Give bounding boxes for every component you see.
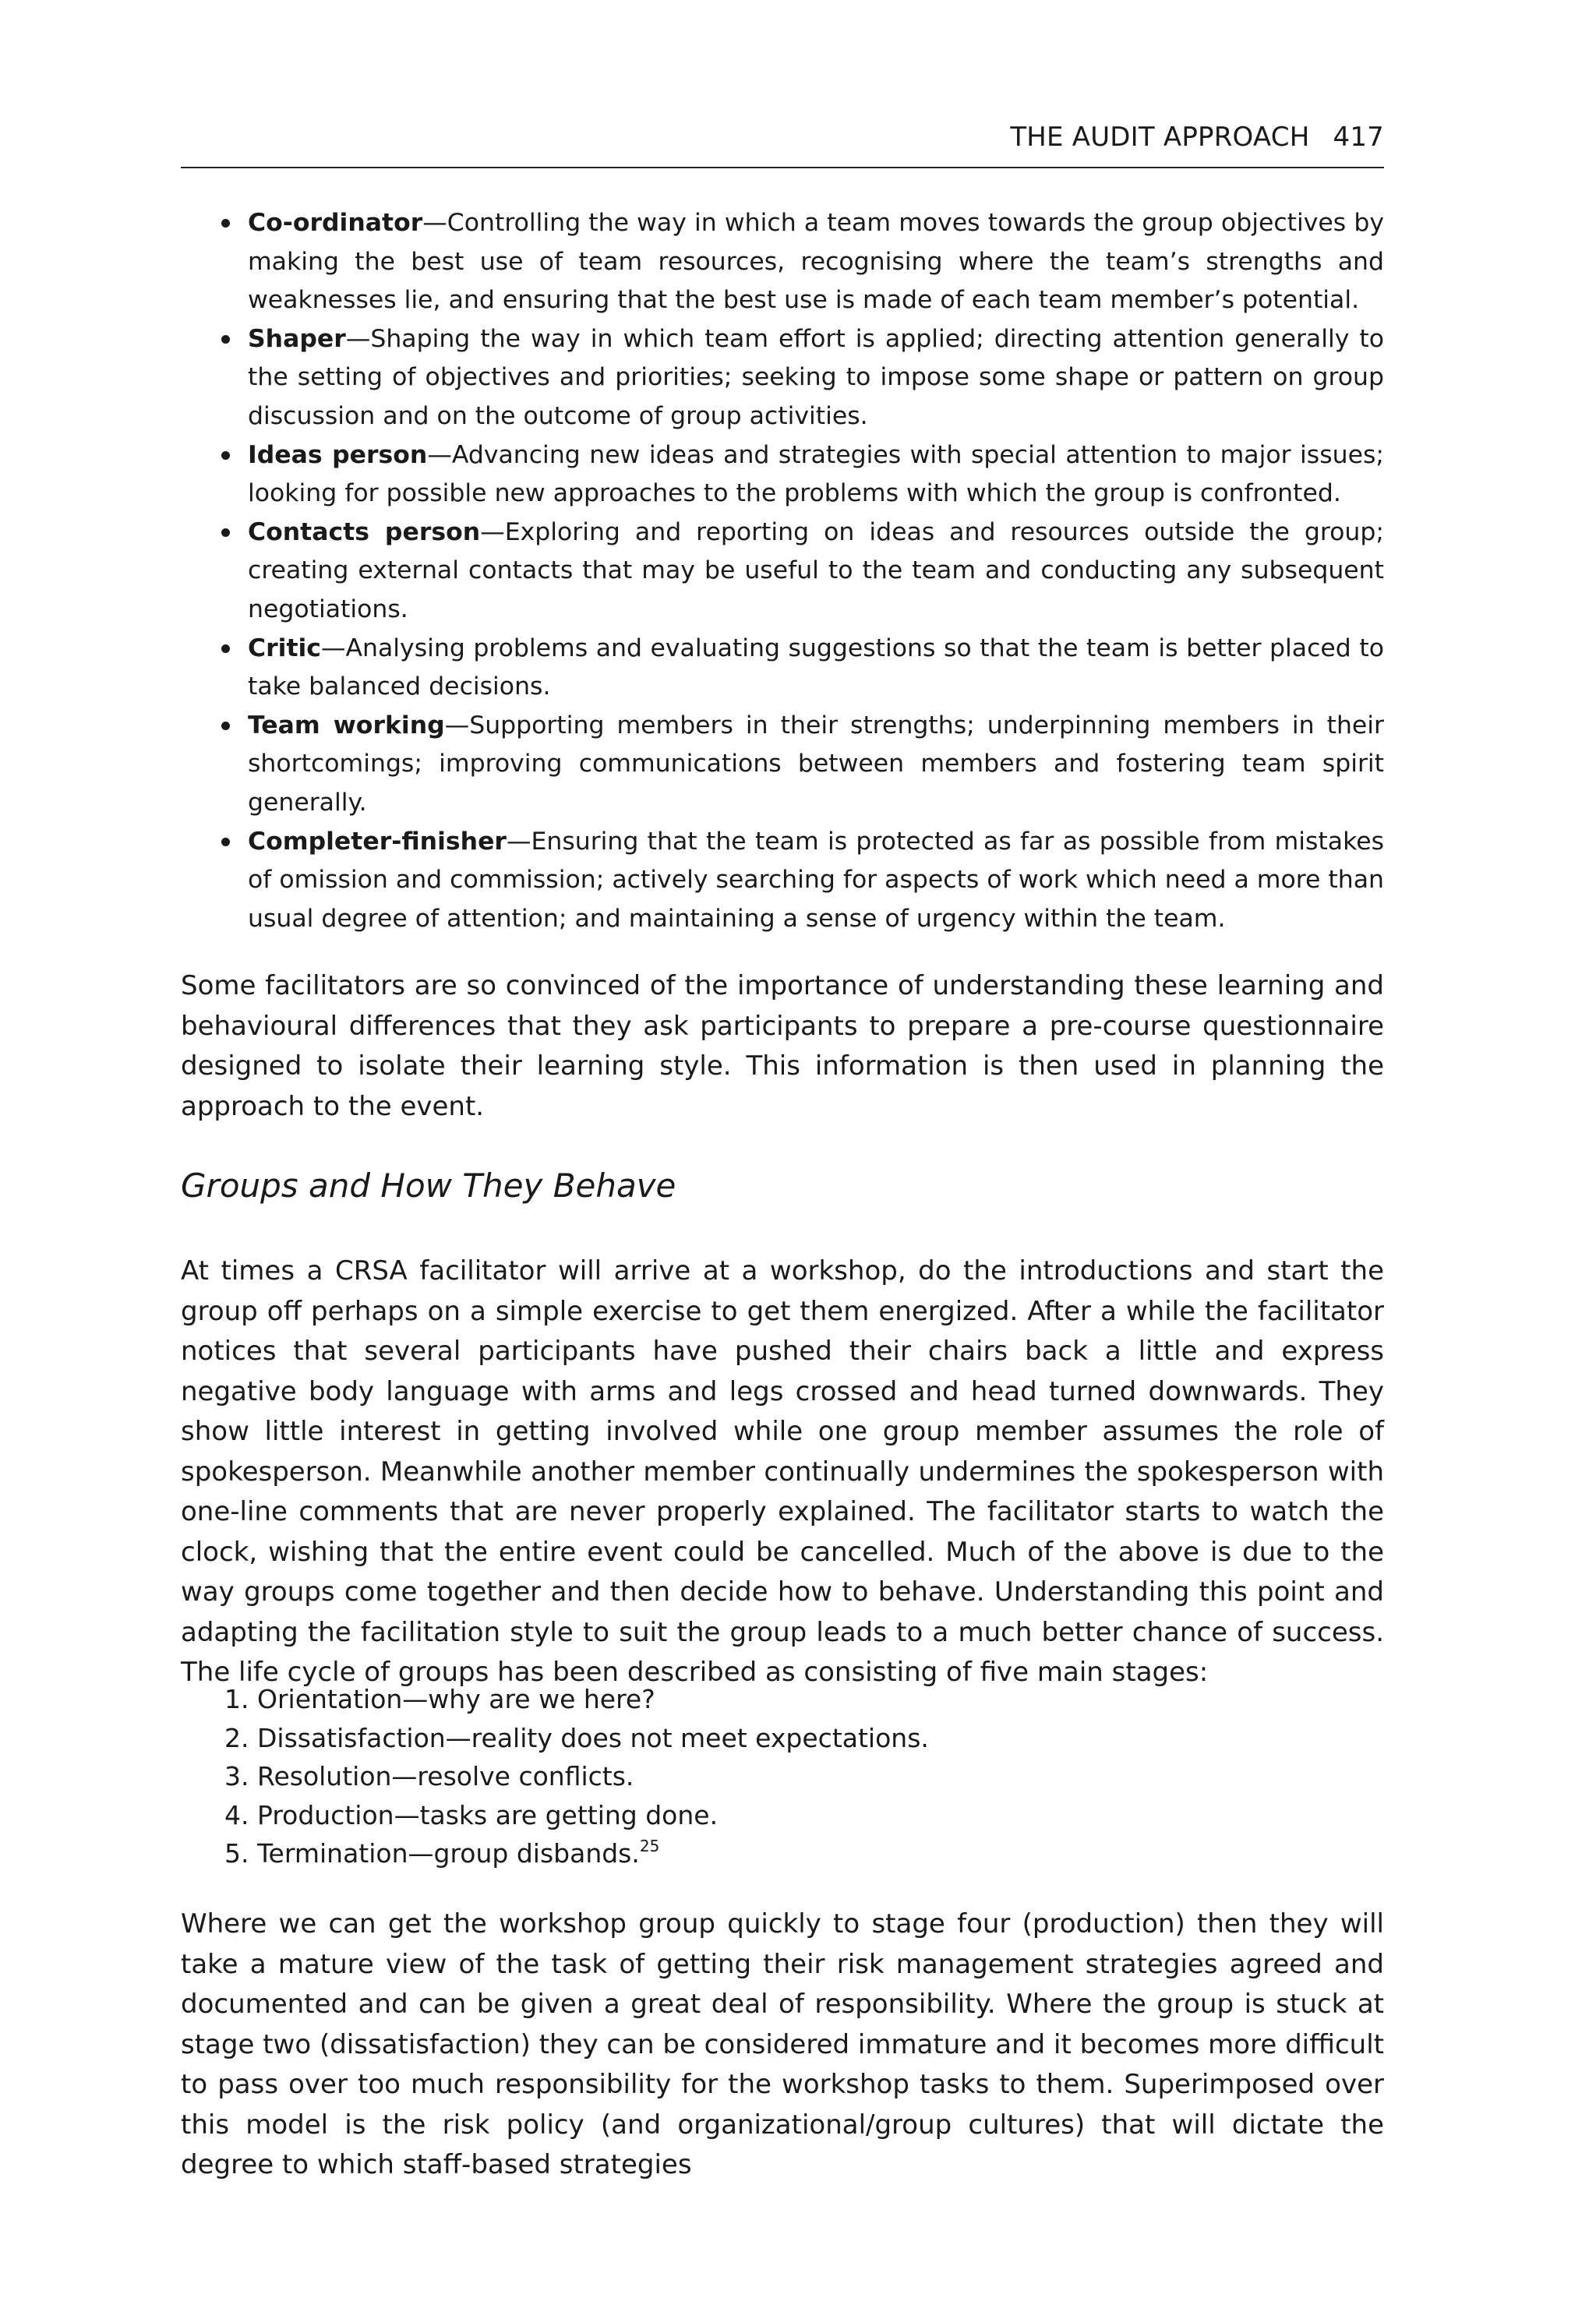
running-head	[1010, 122, 1384, 153]
stage-text: Production—tasks are getting done.	[257, 1799, 719, 1830]
role-term: Critic	[248, 634, 321, 662]
header-rule	[181, 167, 1384, 168]
section-heading: Groups and How They Behave	[181, 1167, 676, 1205]
body-paragraph: At times a CRSA facilitator will arrive at a workshop, do the introductions and start the group off perhaps on a simple exercise to get them energized. After a while the facilitator notices that several participants have pushed their chairs back a little and express negative body language with arms and legs crossed and head turned downwards. They show little interest in getting involved while one group member assumes the role of spokesperson. Meanwhile another member continually undermines the spokesperson with one-line comments that are never properly explained. The facilitator starts to watch the clock, wishing that the entire event could be cancelled. Much of the above is due to the way groups come together and then decide how to behave. Understanding this point and adapting the facilitation style to suit the group leads to a much better chance of success. The life cycle of groups has been described as consisting of five main stages:	[181, 1255, 1384, 1688]
team-roles-list	[218, 204, 1384, 938]
list-item	[224, 1757, 929, 1796]
body-paragraph: Some facilitators are so convinced of the importance of understanding these learning and behavioural differences that they ask participants to prepare a pre-course questionnaire designed to isolate their learning style. This information is then used in planning the approach to the event.	[181, 970, 1384, 1122]
bullet-icon	[221, 644, 230, 653]
bullet-icon	[221, 219, 230, 228]
role-term: Completer-finisher	[248, 827, 507, 856]
list-item	[218, 436, 1384, 514]
list-item	[218, 320, 1384, 436]
list-item	[224, 1719, 929, 1758]
stage-text: Dissatisfaction—reality does not meet expectations.	[257, 1722, 929, 1753]
list-item	[224, 1796, 929, 1835]
bullet-icon	[221, 528, 230, 537]
bullet-icon	[221, 335, 230, 344]
role-description: —Exploring and reporting on ideas and resources outside the group; creating external contacts that may be useful to the team and conducting any subsequent negotiations.	[248, 517, 1384, 623]
list-item	[224, 1834, 929, 1873]
role-term: Ideas person	[248, 440, 428, 469]
role-description: —Controlling the way in which a team moves towards the group objectives by making the best use of team resources, recognising where the team’s strengths and weaknesses lie, and ensuring that the best use is made of each team member’s potential.	[248, 209, 1384, 315]
page-number: 417	[1333, 122, 1384, 153]
stage-number: 2.	[224, 1722, 249, 1753]
stage-number: 5.	[224, 1838, 249, 1869]
role-term: Co-ordinator	[248, 209, 423, 237]
role-term: Contacts person	[248, 517, 481, 546]
role-term: Team working	[248, 711, 445, 739]
list-item	[218, 514, 1384, 630]
stage-text: Resolution—resolve conflicts.	[257, 1761, 634, 1791]
role-term: Shaper	[248, 324, 346, 353]
stage-number: 3.	[224, 1761, 249, 1791]
list-item	[218, 707, 1384, 823]
role-description: —Shaping the way in which team effort is applied; directing attention generally to the setting of objectives and priorities; seeking to impose some shape or pattern on group discussion and on the outcome of group activities.	[248, 324, 1384, 430]
stage-number: 4.	[224, 1799, 249, 1830]
list-item	[224, 1680, 929, 1719]
body-paragraph: Where we can get the workshop group quickly to stage four (production) then they will take a mature view of the task of getting their risk management strategies agreed and documented and can be given a great deal of responsibility. Where the group is stuck at stage two (dissatisfaction) they can be considered immature and it becomes more difficult to pass over too much responsibility for the workshop tasks to them. Superimposed over this model is the risk policy (and organizational/group cultures) that will dictate the degree to which staff-based strategies	[181, 1908, 1384, 2180]
running-head-title: THE AUDIT APPROACH	[1010, 122, 1310, 153]
bullet-icon	[221, 451, 230, 460]
bullet-icon	[221, 838, 230, 846]
group-stages-list	[224, 1680, 929, 1873]
role-description: —Ensuring that the team is protected as far as possible from mistakes of omission and commission; actively searching for aspects of work which need a more than usual degree of attention; and maintaining a sense of urgency within the team.	[248, 827, 1384, 933]
role-description: —Analysing problems and evaluating suggestions so that the team is better placed to take balanced decisions.	[248, 634, 1384, 701]
stage-text: Orientation—why are we here?	[257, 1684, 655, 1714]
bullet-icon	[221, 722, 230, 730]
list-item	[218, 204, 1384, 320]
list-item	[218, 823, 1384, 939]
stage-number: 1.	[224, 1684, 249, 1714]
role-description: —Supporting members in their strengths; underpinning members in their shortcomings; improving communications between members and fostering team spirit generally.	[248, 711, 1384, 817]
footnote-reference: 25	[639, 1837, 660, 1855]
role-description: —Advancing new ideas and strategies with special attention to major issues; looking for possible new approaches to the problems with which the group is confronted.	[248, 440, 1385, 508]
list-item	[218, 630, 1384, 707]
stage-text: Termination—group disbands.	[257, 1838, 640, 1869]
